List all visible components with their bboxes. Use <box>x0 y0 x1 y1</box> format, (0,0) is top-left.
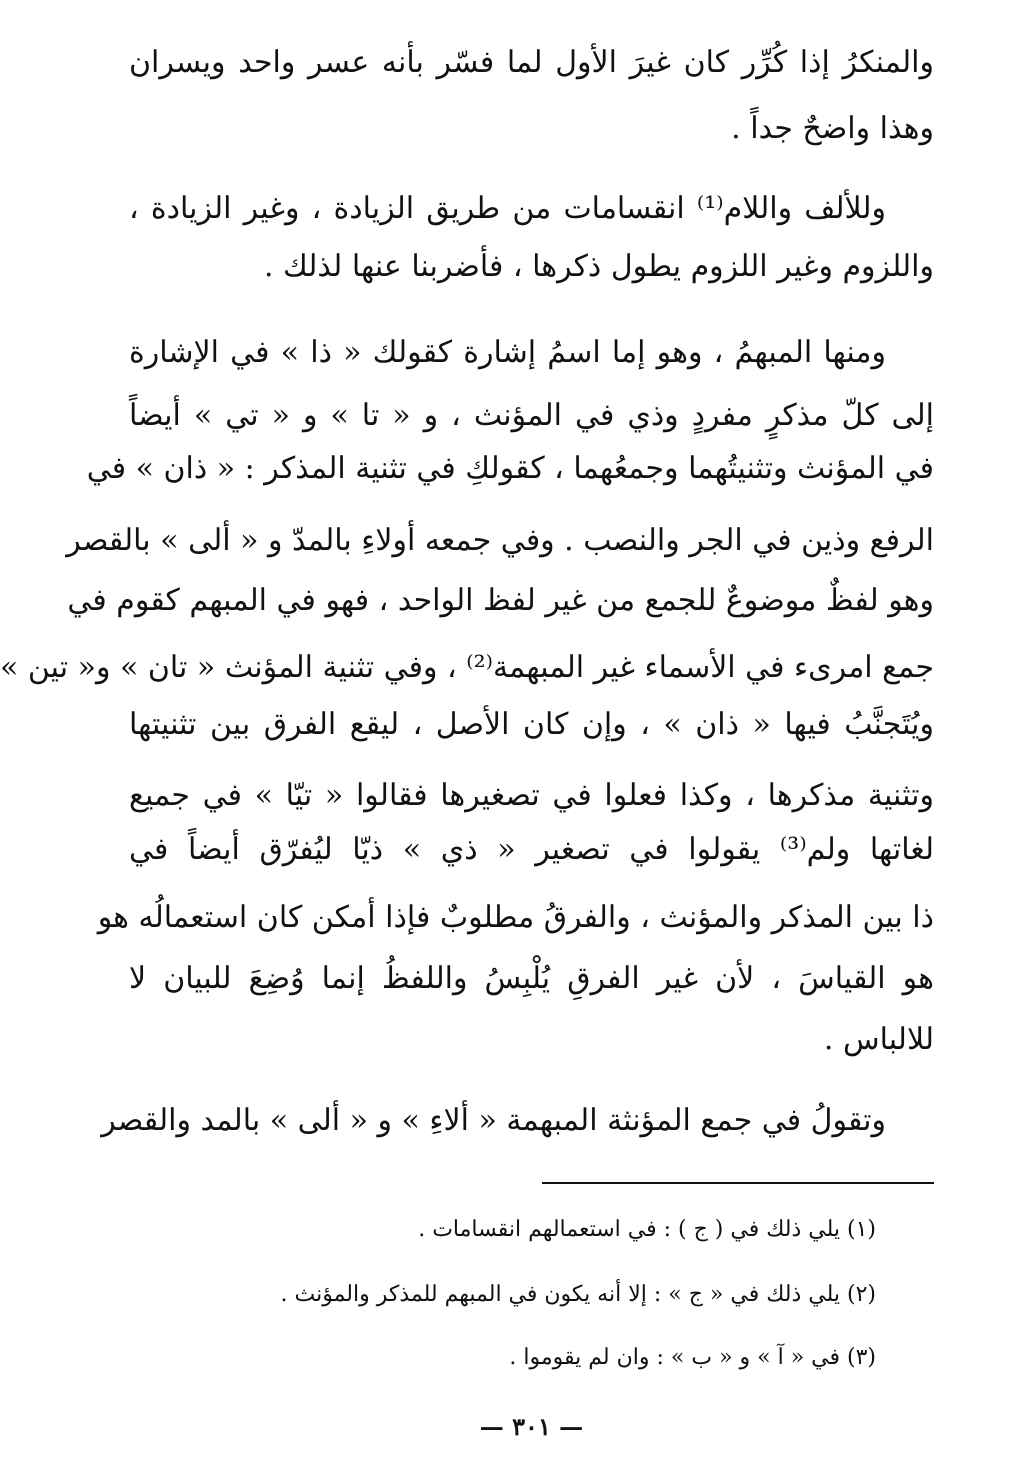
text-line: جمع امرىء في الأسماء غير المبهمة⁽²⁾ ، وفي تثنية المؤنث « تان » و« تين » <box>0 650 934 685</box>
text-line: واللزوم وغير اللزوم يطول ذكرها ، فأضربنا عنها لذلك . <box>263 249 934 284</box>
footnote: (٣) في « آ » و « ب » : وان لم يقوموا . <box>509 1345 876 1370</box>
text-line: للالباس . <box>823 1022 934 1057</box>
text-line: وهذا واضحٌ جداً . <box>731 111 934 146</box>
text-line: والمنكرُ إذا كُرِّر كان غيرَ الأول لما فسّر بأنه عسر واحد ويسران <box>129 45 934 80</box>
text-line: هو القياسَ ، لأن غير الفرقِ يُلْبِسُ واللفظُ إنما وُضِعَ للبيان لا <box>129 961 934 996</box>
text-line: وهو لفظٌ موضوعٌ للجمع من غير لفظ الواحد ، فهو في المبهم كقوم في <box>67 583 934 618</box>
footnote: (١) يلي ذلك في ( ج ) : في استعمالهم انقسامات . <box>418 1217 876 1242</box>
footnote-separator <box>542 1182 934 1184</box>
page-number: — ٣٠١ — <box>479 1412 584 1441</box>
text-line: وتثنية مذكرها ، وكذا فعلوا في تصغيرها فقالوا « تيّا » في جميع <box>129 778 934 813</box>
footnote: (٢) يلي ذلك في « ج » : إلا أنه يكون في المبهم للمذكر والمؤنث . <box>280 1282 876 1307</box>
text-line: ويُتَجنَّبُ فيها « ذان » ، وإن كان الأصل ، ليقع الفرق بين تثنيتها <box>129 707 934 742</box>
text-line: لغاتها ولم⁽³⁾ يقولوا في تصغير « ذي » ذيّا ليُفرّق أيضاً في <box>129 832 934 867</box>
text-line: إلى كلّ مذكرٍ مفردٍ وذي في المؤنث ، و « تا » و « تي » أيضاً <box>129 398 934 433</box>
text-line: ومنها المبهمُ ، وهو إما اسمُ إشارة كقولك « ذا » في الإشارة <box>129 335 886 370</box>
text-line: ذا بين المذكر والمؤنث ، والفرقُ مطلوبٌ فإذا أمكن كان استعمالُه هو <box>97 900 934 935</box>
text-line: الرفع وذين في الجر والنصب . وفي جمعه أولاءِ بالمدّ و « ألى » بالقصر <box>66 523 934 558</box>
text-line: في المؤنث وتثنيتُهما وجمعُهما ، كقولكِ في تثنية المذكر : « ذان » في <box>86 451 934 486</box>
text-line: وللألف واللام⁽¹⁾ انقسامات من طريق الزيادة ، وغير الزيادة ، <box>129 191 886 226</box>
text-line: وتقولُ في جمع المؤنثة المبهمة « ألاءِ » و « ألى » بالمد والقصر <box>101 1103 886 1138</box>
